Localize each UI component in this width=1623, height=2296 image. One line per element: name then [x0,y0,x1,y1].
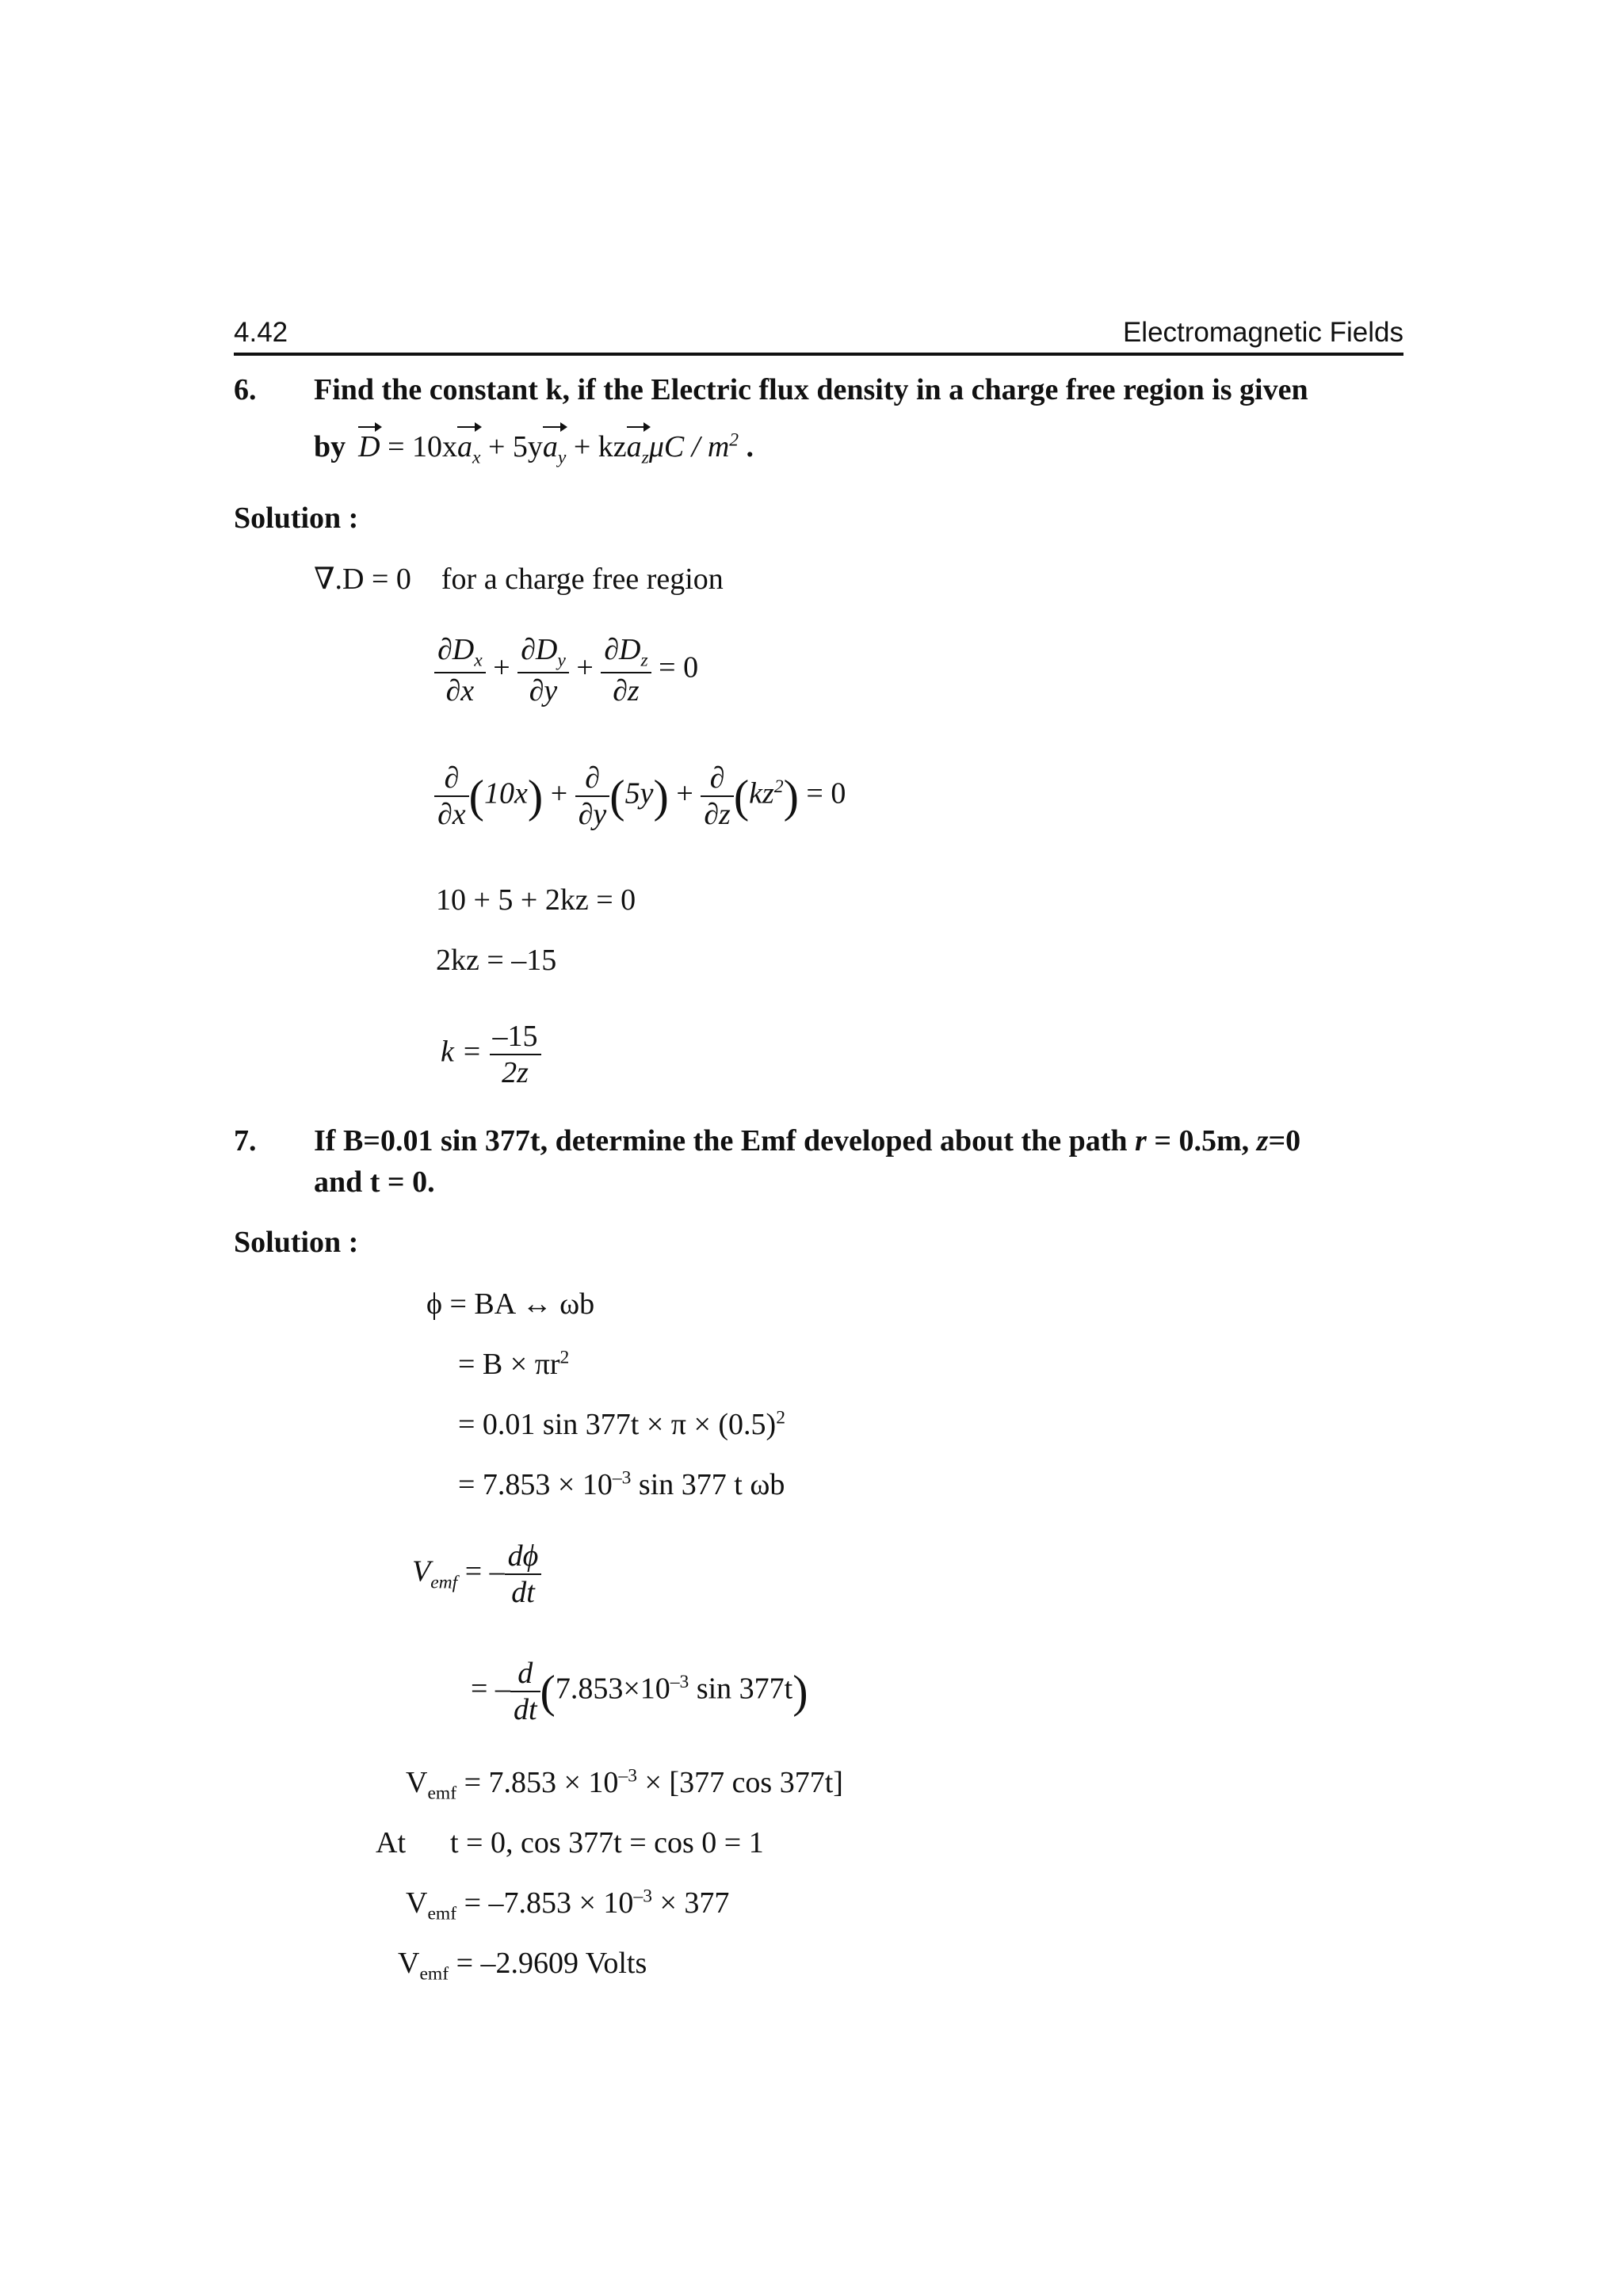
flux-step-2: = $B \times \pi r^2$ [458,1347,570,1381]
page-number: 4.42 [234,317,288,348]
vector-D: D [358,430,380,463]
formula-eq: = 10x [388,430,458,463]
unit-exponent: 2 [729,429,739,451]
k-result: k = $\frac{-15}{2z}$ [441,1019,541,1090]
solution-6-label: Solution : [234,502,359,535]
2kz-equation: 2kz = –15 [436,944,557,977]
question-7-number: 7. [234,1124,257,1158]
vemf-final-result: $V_{emf} = -2.9609$ Volts [398,1947,647,1985]
unit-vector-ax: $a_x$ [457,430,481,468]
question-7-text: If B=0.01 sin 377t, determine the Emf developed about the path r = 0.5m, z=0 [314,1124,1301,1158]
divergence-equation: ∇.D = 0 for a charge free region [314,563,724,596]
formula-unit: μC / m [648,430,730,463]
substituted-equation: $\frac{\partial}{\partial x}$ (10x) + $\frac{\partial}{\partial y}$ (5y) + $\frac{\partial}{\partial z}$ $(kz^2) = 0$ [434,761,846,832]
header-rule [234,353,1403,356]
vemf-value-product: $V_{emf} = -7.853 \times 10^{-3} \times 377$ [406,1886,730,1924]
solution-7-label: Solution : [234,1226,359,1259]
formula-period: . [746,430,754,463]
question-6-number: 6. [234,373,257,406]
unit-vector-az: $a_z$ [626,430,649,468]
partial-derivative-equation: $\frac{\partial D_x}{\partial x}$ + $\frac{\partial D_y}{\partial y}$ + $\frac{\partial D_z}{\partial z}$ = 0 [434,632,698,708]
sum-equation: 10 + 5 + 2kz = 0 [436,883,636,917]
vemf-cosine: $V_{emf} = 7.853 \times 10^{-3} \times [377$ cos 377t] [406,1765,843,1804]
flux-step-3: = 0.01 $\sin 377t \times \pi \times (0.5)^2$ [458,1407,785,1441]
question-7-text-line2: and t = 0. [314,1165,435,1199]
vemf-derivative-expanded: = – $\frac{d}{dt}$ ($7.853\times 10^{-3}$ sin 377t) [471,1657,808,1726]
flux-equation: ϕ = BA ↔ ωb [426,1287,595,1321]
vemf-derivative: $V_{emf}$ = – $\frac{d\phi}{dt}$ [412,1539,541,1610]
question-6-text: Find the constant k, if the Electric flux density in a charge free region is given [314,373,1308,406]
formula-5y: + 5y [487,430,543,463]
question-6-by: by [314,430,346,463]
formula-kz: + kz [573,430,627,463]
running-title: Electromagnetic Fields [1122,317,1403,348]
unit-vector-ay: $a_y$ [542,430,567,468]
flux-step-4: = $7.853 \times 10^{-3}$ sin 377 t ωb [458,1467,785,1501]
at-condition: At t = 0, cos 377t = cos 0 = 1 [376,1826,764,1859]
question-6-formula-line [314,429,754,469]
